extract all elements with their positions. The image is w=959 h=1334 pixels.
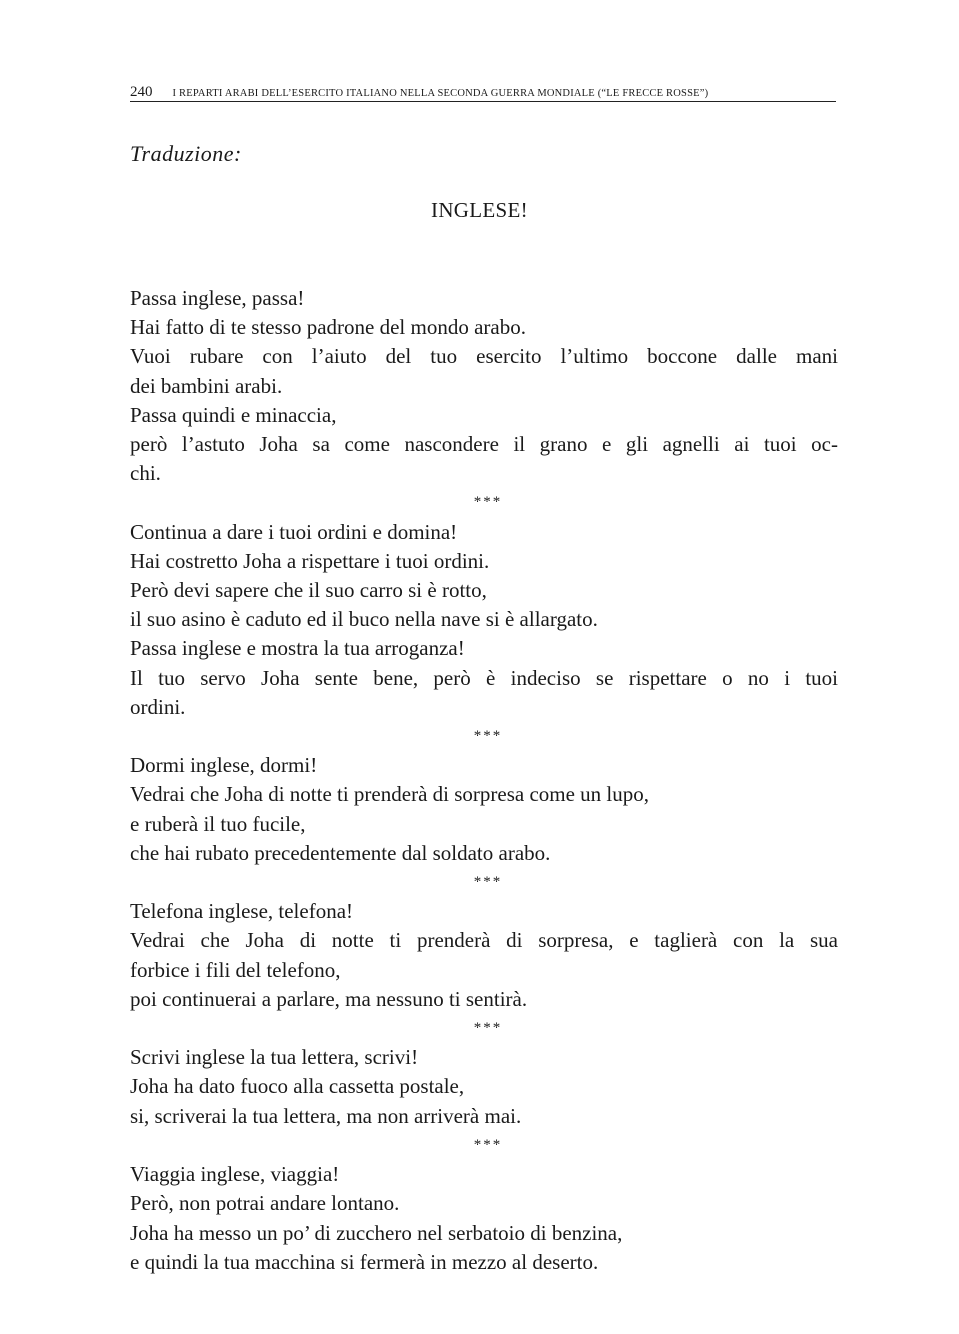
poem-line: però l’astuto Joha sa come nascondere il grano e gli agnelli ai tuoi oc- xyxy=(130,432,838,457)
stanza-separator: *** xyxy=(473,494,503,511)
poem-line: Dormi inglese, dormi! xyxy=(130,753,318,778)
poem-line: Hai fatto di te stesso padrone del mondo arabo. xyxy=(130,315,526,340)
poem-line: Joha ha dato fuoco alla cassetta postale, xyxy=(130,1074,465,1099)
poem-line: che hai rubato precedentemente dal soldato arabo. xyxy=(130,840,551,865)
poem-line: Passa inglese, passa! xyxy=(130,286,305,310)
stanza xyxy=(130,518,838,722)
section-subtitle: Traduzione: xyxy=(130,141,242,166)
poem-line: Joha ha messo un po’ di zucchero nel serbatoio di benzina, xyxy=(130,1220,623,1245)
poem-line: il suo asino è caduto ed il buco nella nave si è allargato. xyxy=(130,607,598,632)
poem-line: Però devi sapere che il suo carro si è rotto, xyxy=(130,578,487,603)
stanza xyxy=(130,1160,838,1277)
poem-line: Viaggia inglese, viaggia! xyxy=(130,1162,340,1187)
poem-line: Hai costretto Joha a rispettare i tuoi ordini. xyxy=(130,548,490,573)
poem-line: Scrivi inglese la tua lettera, scrivi! xyxy=(130,1045,419,1070)
poem-line: ordini. xyxy=(130,694,186,719)
poem-line: poi continuerai a parlare, ma nessuno ti sentirà. xyxy=(130,986,528,1011)
stanza-separator: *** xyxy=(473,728,503,745)
poem-line: Passa quindi e minaccia, xyxy=(130,402,337,427)
poem-body xyxy=(130,284,838,1277)
poem-line: e ruberà il tuo fucile, xyxy=(130,811,306,836)
poem-line: forbice i fili del telefono, xyxy=(130,957,341,982)
stanza-separator: *** xyxy=(473,874,503,891)
poem-line: Vedrai che Joha di notte ti prenderà di sorpresa come un lupo, xyxy=(130,782,650,807)
stanza xyxy=(130,897,838,1014)
poem-line: Vuoi rubare con l’aiuto del tuo esercito l’ultimo boccone dalle mani xyxy=(130,344,838,369)
poem-line: Il tuo servo Joha sente bene, però è indeciso se rispettare o no i tuoi xyxy=(130,665,838,690)
poem-line: chi. xyxy=(130,461,161,486)
running-header xyxy=(130,84,836,102)
poem-line: si, scriverai la tua lettera, ma non arriverà mai. xyxy=(130,1103,522,1128)
poem-line: Passa inglese e mostra la tua arroganza! xyxy=(130,636,465,661)
poem-line: Però, non potrai andare lontano. xyxy=(130,1191,400,1216)
stanza-separator: *** xyxy=(473,1020,503,1037)
poem-line: dei bambini arabi. xyxy=(130,373,283,398)
poem-line: Continua a dare i tuoi ordini e domina! xyxy=(130,519,458,544)
stanza xyxy=(130,284,838,488)
running-title: I REPARTI ARABI DELL’ESERCITO ITALIANO NELLA SECONDA GUERRA MONDIALE (“LE FRECCE ROSSE”) xyxy=(172,88,709,99)
stanza-separator: *** xyxy=(473,1136,503,1153)
stanza xyxy=(130,751,838,868)
poem-line: Vedrai che Joha di notte ti prenderà di sorpresa, e taglierà con la sua xyxy=(130,928,838,953)
poem-title: INGLESE! xyxy=(431,198,528,222)
poem-line: Telefona inglese, telefona! xyxy=(130,899,354,924)
poem-line: e quindi la tua macchina si fermerà in mezzo al deserto. xyxy=(130,1249,599,1274)
stanza xyxy=(130,1043,838,1131)
page-number: 240 xyxy=(130,84,153,100)
